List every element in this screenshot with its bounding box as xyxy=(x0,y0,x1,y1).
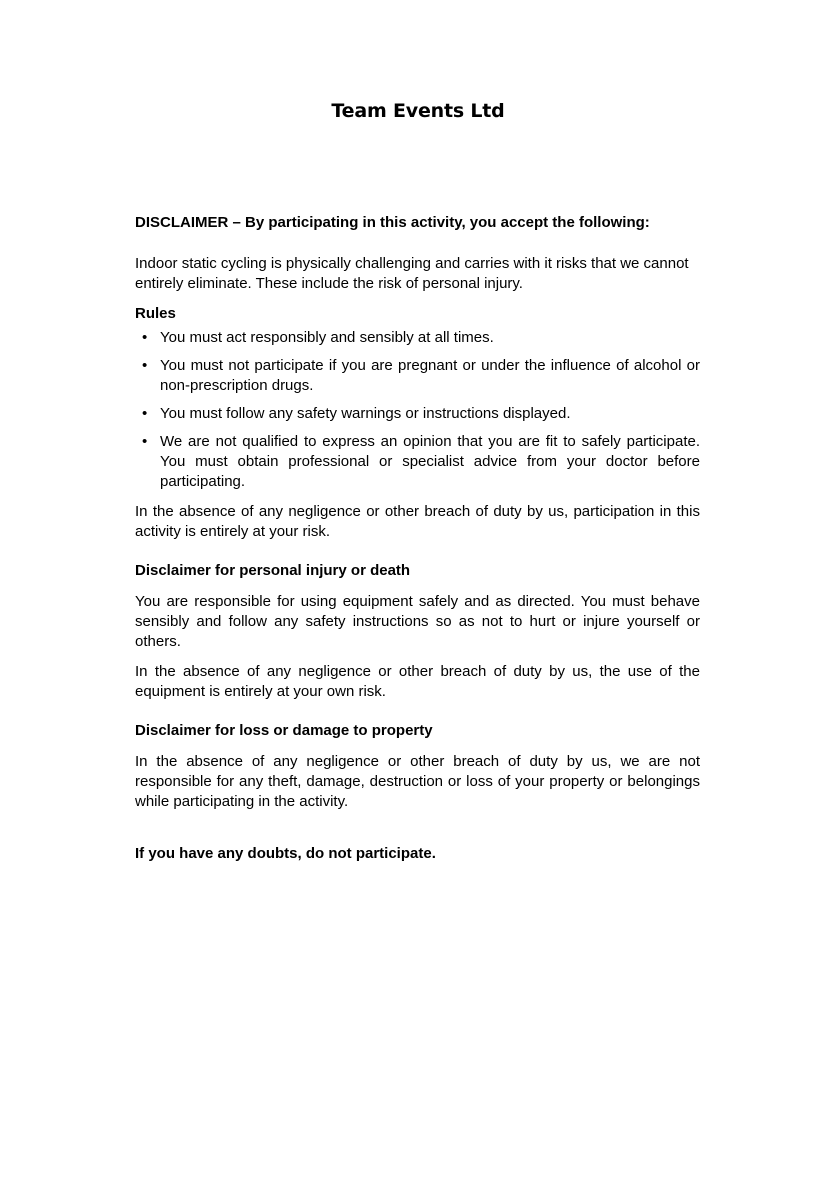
rules-list xyxy=(135,328,700,492)
document-title: Team Events Ltd xyxy=(331,100,505,122)
list-item xyxy=(135,356,700,396)
list-item xyxy=(135,404,700,424)
bullet-icon: • xyxy=(142,357,148,374)
rules-heading: Rules xyxy=(135,305,176,322)
bullet-icon: • xyxy=(142,405,148,422)
list-item xyxy=(135,328,700,348)
list-item-label: We are not qualified to express an opinion that you are fit to safely participate. You must obtain professional or specialist advice from your doctor before participating. xyxy=(160,433,700,490)
spacer-after-disclaimer-heading xyxy=(135,233,700,254)
closing-statement: If you have any doubts, do not participate. xyxy=(135,845,436,862)
disclaimer-intro-paragraph: Indoor static cycling is physically challenging and carries with it risks that we cannot entirely eliminate. These include the risk of personal injury. xyxy=(135,255,689,292)
spacer-before-rules xyxy=(135,294,700,304)
bullet-icon: • xyxy=(142,329,148,346)
bullet-icon: • xyxy=(142,433,148,450)
spacer-before-property-damage xyxy=(135,702,700,721)
list-item xyxy=(135,432,700,492)
list-item-label: You must act responsibly and sensibly at all times. xyxy=(160,329,494,346)
disclaimer-heading: DISCLAIMER – By participating in this activity, you accept the following: xyxy=(135,214,650,231)
document-body xyxy=(135,213,700,864)
list-item-label: You must not participate if you are pregnant or under the influence of alcohol or non-prescription drugs. xyxy=(160,357,700,394)
spacer-before-rules-closing xyxy=(135,492,700,502)
personal-injury-heading: Disclaimer for personal injury or death xyxy=(135,562,411,579)
property-damage-heading: Disclaimer for loss or damage to property xyxy=(135,722,433,739)
property-damage-paragraph-1: In the absence of any negligence or other breach of duty by us, we are not responsible for any theft, damage, destruction or loss of your property or belongings while participating in the activity. xyxy=(135,753,700,810)
personal-injury-paragraph-2: In the absence of any negligence or other breach of duty by us, the use of the equipment is entirely at your own risk. xyxy=(135,663,700,700)
spacer-before-closing-statement xyxy=(135,812,700,844)
personal-injury-paragraph-1: You are responsible for using equipment safely and as directed. You must behave sensibly and follow any safety instructions so as not to hurt or injure yourself or others. xyxy=(135,593,700,650)
rules-closing-paragraph: In the absence of any negligence or other breach of duty by us, participation in this activity is entirely at your risk. xyxy=(135,503,700,540)
spacer-personal-injury-paragraphs xyxy=(135,652,700,662)
list-item-label: You must follow any safety warnings or instructions displayed. xyxy=(160,405,571,422)
spacer-before-personal-injury xyxy=(135,542,700,561)
